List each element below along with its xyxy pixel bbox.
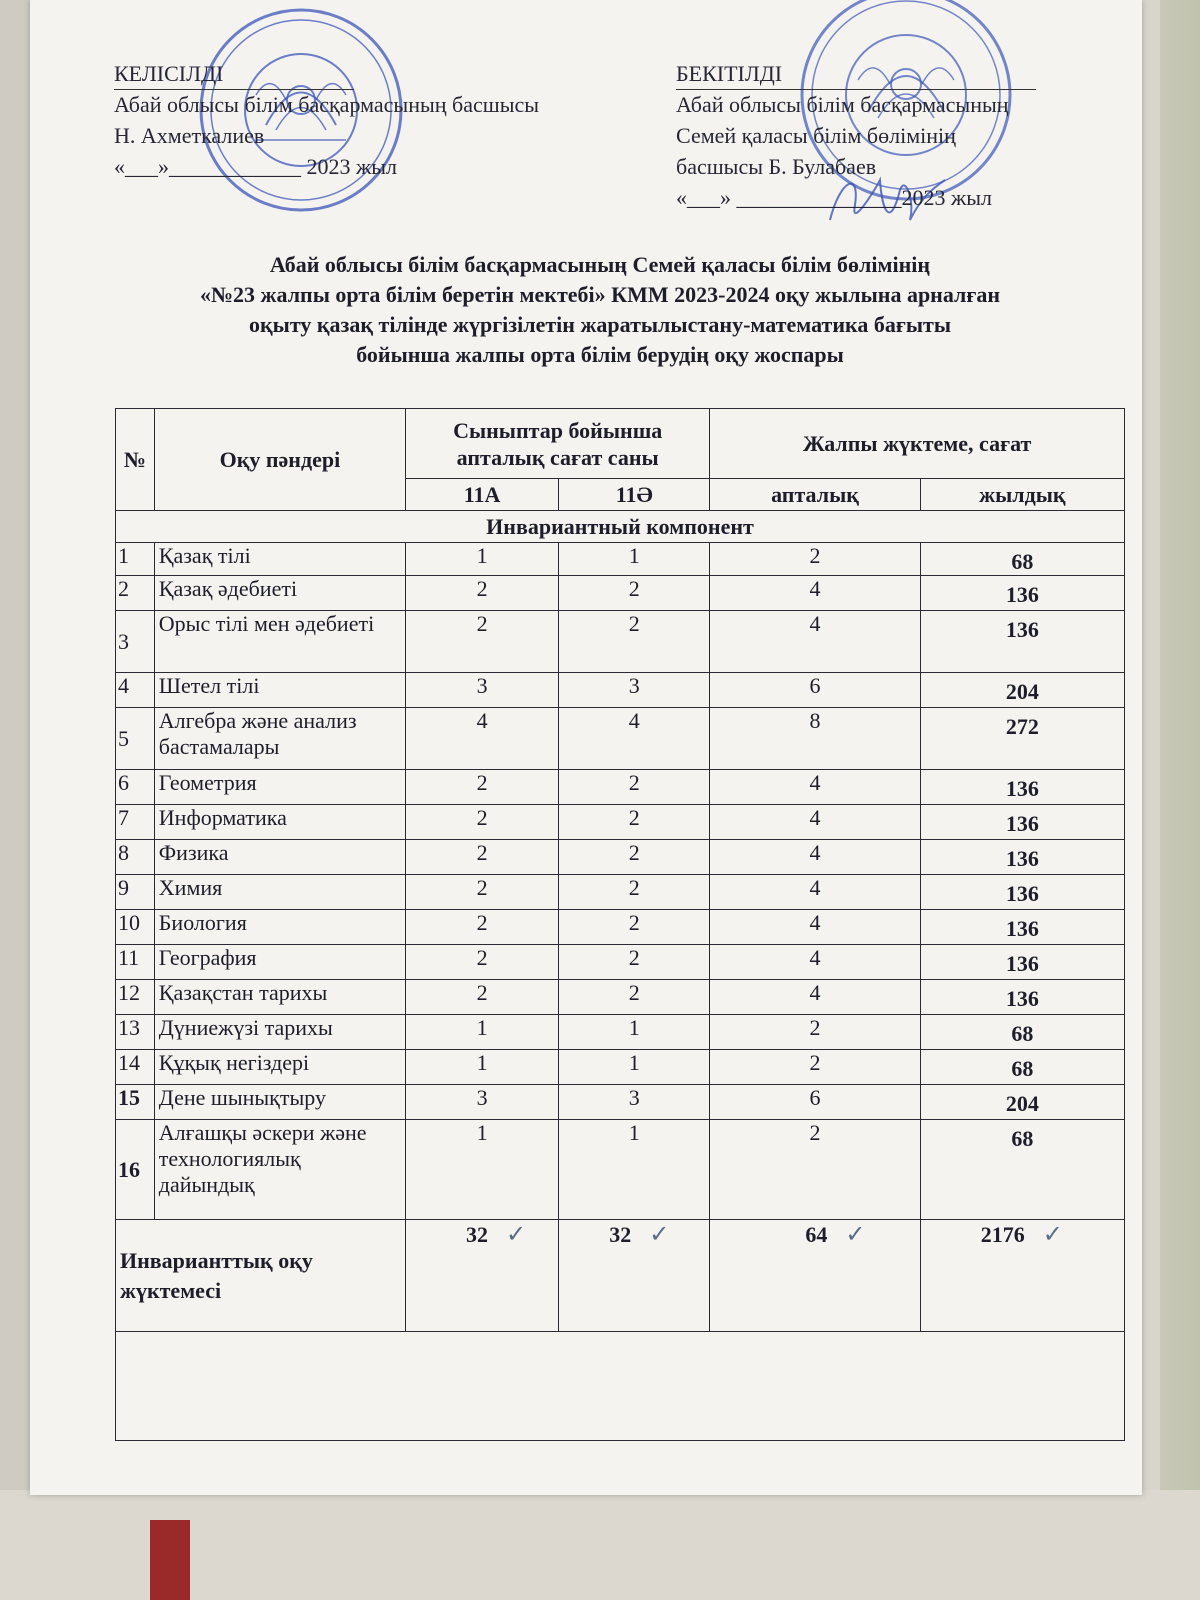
row-yearly: 68	[920, 1015, 1124, 1050]
row-subject: Құқық негіздері	[154, 1050, 405, 1085]
row-weekly: 8	[710, 708, 920, 770]
row-weekly: 4	[710, 770, 920, 805]
title-line: бойынша жалпы орта білім берудің оқу жоспары	[356, 342, 844, 367]
row-number: 5	[116, 708, 155, 770]
table-body	[116, 543, 1125, 1220]
approval-block-right	[676, 58, 1036, 213]
total-11a-value: 32	[466, 1222, 489, 1247]
header-classes: Сыныптар бойынша апталық сағат саны	[406, 409, 710, 479]
row-11e: 2	[559, 805, 710, 840]
row-weekly: 4	[710, 945, 920, 980]
row-weekly: 2	[710, 1050, 920, 1085]
table-row	[116, 673, 1125, 708]
section-invariant: Инвариантный компонент	[116, 511, 1125, 543]
agreed-label: КЕЛІСІЛДІ	[114, 58, 354, 90]
row-number: 14	[116, 1050, 155, 1085]
row-11a: 4	[406, 708, 559, 770]
row-subject: Дүниежүзі тарихы	[154, 1015, 405, 1050]
approved-date: «___» _______________2023 жыл	[676, 185, 992, 210]
row-subject: География	[154, 945, 405, 980]
table-row	[116, 611, 1125, 673]
row-subject: Биология	[154, 910, 405, 945]
total-11e-value: 32	[609, 1222, 632, 1247]
row-number: 4	[116, 673, 155, 708]
title-line: Абай облысы білім басқармасының Семей қаласы білім бөлімінің	[269, 252, 931, 277]
row-11a: 2	[406, 840, 559, 875]
row-11a: 2	[406, 611, 559, 673]
total-yearly-value: 2176	[980, 1222, 1025, 1247]
red-folder-edge	[150, 1520, 190, 1600]
title-line: оқыту қазақ тілінде жүргізілетін жаратылыстану-математика бағыты	[249, 312, 951, 337]
row-11e: 2	[559, 910, 710, 945]
row-weekly: 4	[710, 576, 920, 611]
header-total-load: Жалпы жүктеме, сағат	[710, 409, 1125, 479]
table-row	[116, 840, 1125, 875]
row-number: 10	[116, 910, 155, 945]
row-yearly: 68	[920, 1050, 1124, 1085]
table-row	[116, 805, 1125, 840]
row-number: 1	[116, 543, 155, 576]
row-11a: 1	[406, 1015, 559, 1050]
row-11e: 4	[559, 708, 710, 770]
row-weekly: 4	[710, 910, 920, 945]
row-11e: 3	[559, 1085, 710, 1120]
row-subject: Геометрия	[154, 770, 405, 805]
row-number: 16	[116, 1120, 155, 1220]
checkmark-icon: ✓	[649, 1222, 670, 1248]
row-11e: 1	[559, 543, 710, 576]
checkmark-icon: ✓	[506, 1222, 527, 1248]
row-11a: 3	[406, 673, 559, 708]
row-subject: Орыс тілі мен әдебиеті	[154, 611, 405, 673]
total-weekly-value: 64	[805, 1222, 828, 1247]
document-page	[30, 0, 1142, 1495]
header-weekly: апталық	[710, 479, 920, 511]
total-yearly	[920, 1220, 1124, 1332]
table-row	[116, 875, 1125, 910]
total-11e	[559, 1220, 710, 1332]
row-subject: Шетел тілі	[154, 673, 405, 708]
header-11e: 11Ә	[559, 479, 710, 511]
row-11e: 3	[559, 673, 710, 708]
total-label: Инварианттық оқу жүктемесі	[116, 1220, 406, 1332]
row-11a: 1	[406, 1120, 559, 1220]
row-11e: 1	[559, 1120, 710, 1220]
approved-label: БЕКІТІЛДІ	[676, 58, 1036, 90]
row-number: 11	[116, 945, 155, 980]
row-yearly: 136	[920, 770, 1124, 805]
row-yearly: 136	[920, 980, 1124, 1015]
document-title	[70, 250, 1130, 370]
empty-row	[116, 1332, 1125, 1441]
header-yearly: жылдық	[920, 479, 1124, 511]
curriculum-table	[115, 408, 1125, 1441]
agreed-name: Н. Ахметкалиев	[114, 123, 265, 148]
total-weekly	[710, 1220, 920, 1332]
row-11a: 3	[406, 1085, 559, 1120]
row-yearly: 68	[920, 543, 1124, 576]
row-yearly: 136	[920, 805, 1124, 840]
row-weekly: 6	[710, 1085, 920, 1120]
row-11a: 2	[406, 805, 559, 840]
row-11e: 2	[559, 945, 710, 980]
table-row	[116, 770, 1125, 805]
row-number: 6	[116, 770, 155, 805]
table-row	[116, 1085, 1125, 1120]
table-row	[116, 945, 1125, 980]
row-subject: Қазақ әдебиеті	[154, 576, 405, 611]
header-subject: Оқу пәндері	[154, 409, 405, 511]
row-11a: 2	[406, 945, 559, 980]
row-yearly: 136	[920, 840, 1124, 875]
title-line: «№23 жалпы орта білім беретін мектебі» КММ 2023-2024 оқу жылына арналған	[199, 282, 1001, 307]
table-row	[116, 910, 1125, 945]
row-yearly: 136	[920, 910, 1124, 945]
table-row	[116, 708, 1125, 770]
row-yearly: 136	[920, 576, 1124, 611]
row-weekly: 2	[710, 1015, 920, 1050]
row-11a: 2	[406, 875, 559, 910]
approval-block-left	[114, 58, 539, 182]
row-11a: 1	[406, 543, 559, 576]
row-yearly: 136	[920, 875, 1124, 910]
table-row	[116, 543, 1125, 576]
row-11a: 2	[406, 770, 559, 805]
row-yearly: 204	[920, 1085, 1124, 1120]
row-number: 9	[116, 875, 155, 910]
row-yearly: 68	[920, 1120, 1124, 1220]
header-11a: 11А	[406, 479, 559, 511]
row-weekly: 4	[710, 611, 920, 673]
table-row	[116, 980, 1125, 1015]
background-right	[1160, 0, 1200, 1600]
row-subject: Алгебра және анализ бастамалары	[154, 708, 405, 770]
row-11e: 1	[559, 1015, 710, 1050]
approved-name: басшысы Б. Булабаев	[676, 154, 877, 179]
row-weekly: 4	[710, 980, 920, 1015]
row-number: 13	[116, 1015, 155, 1050]
row-11a: 2	[406, 910, 559, 945]
row-number: 2	[116, 576, 155, 611]
row-11e: 2	[559, 875, 710, 910]
row-weekly: 4	[710, 805, 920, 840]
row-11a: 2	[406, 576, 559, 611]
table-row	[116, 576, 1125, 611]
approved-position-2: Семей қаласы білім бөлімінің	[676, 123, 956, 148]
header-number: №	[116, 409, 155, 511]
row-subject: Алғашқы әскери және технологиялық дайындық	[154, 1120, 405, 1220]
row-number: 3	[116, 611, 155, 673]
row-yearly: 136	[920, 611, 1124, 673]
row-11a: 1	[406, 1050, 559, 1085]
checkmark-icon: ✓	[1042, 1222, 1063, 1248]
row-number: 12	[116, 980, 155, 1015]
row-weekly: 4	[710, 840, 920, 875]
row-11e: 2	[559, 840, 710, 875]
agreed-date: «___»____________ 2023 жыл	[114, 154, 397, 179]
row-number: 15	[116, 1085, 155, 1120]
row-subject: Қазақ тілі	[154, 543, 405, 576]
row-number: 7	[116, 805, 155, 840]
row-weekly: 4	[710, 875, 920, 910]
row-subject: Физика	[154, 840, 405, 875]
total-11a	[406, 1220, 559, 1332]
row-weekly: 6	[710, 673, 920, 708]
table-row	[116, 1120, 1125, 1220]
row-11e: 2	[559, 770, 710, 805]
checkmark-icon: ✓	[845, 1222, 866, 1248]
row-weekly: 2	[710, 543, 920, 576]
row-number: 8	[116, 840, 155, 875]
row-yearly: 136	[920, 945, 1124, 980]
row-11e: 2	[559, 611, 710, 673]
row-weekly: 2	[710, 1120, 920, 1220]
row-subject: Дене шынықтыру	[154, 1085, 405, 1120]
row-subject: Қазақстан тарихы	[154, 980, 405, 1015]
row-subject: Информатика	[154, 805, 405, 840]
agreed-position: Абай облысы білім басқармасының басшысы	[114, 92, 540, 117]
row-11e: 1	[559, 1050, 710, 1085]
table-row	[116, 1050, 1125, 1085]
row-11a: 2	[406, 980, 559, 1015]
row-11e: 2	[559, 980, 710, 1015]
row-11e: 2	[559, 576, 710, 611]
table-row	[116, 1015, 1125, 1050]
approved-position-1: Абай облысы білім басқармасының	[676, 92, 1009, 117]
row-yearly: 204	[920, 673, 1124, 708]
row-subject: Химия	[154, 875, 405, 910]
row-yearly: 272	[920, 708, 1124, 770]
